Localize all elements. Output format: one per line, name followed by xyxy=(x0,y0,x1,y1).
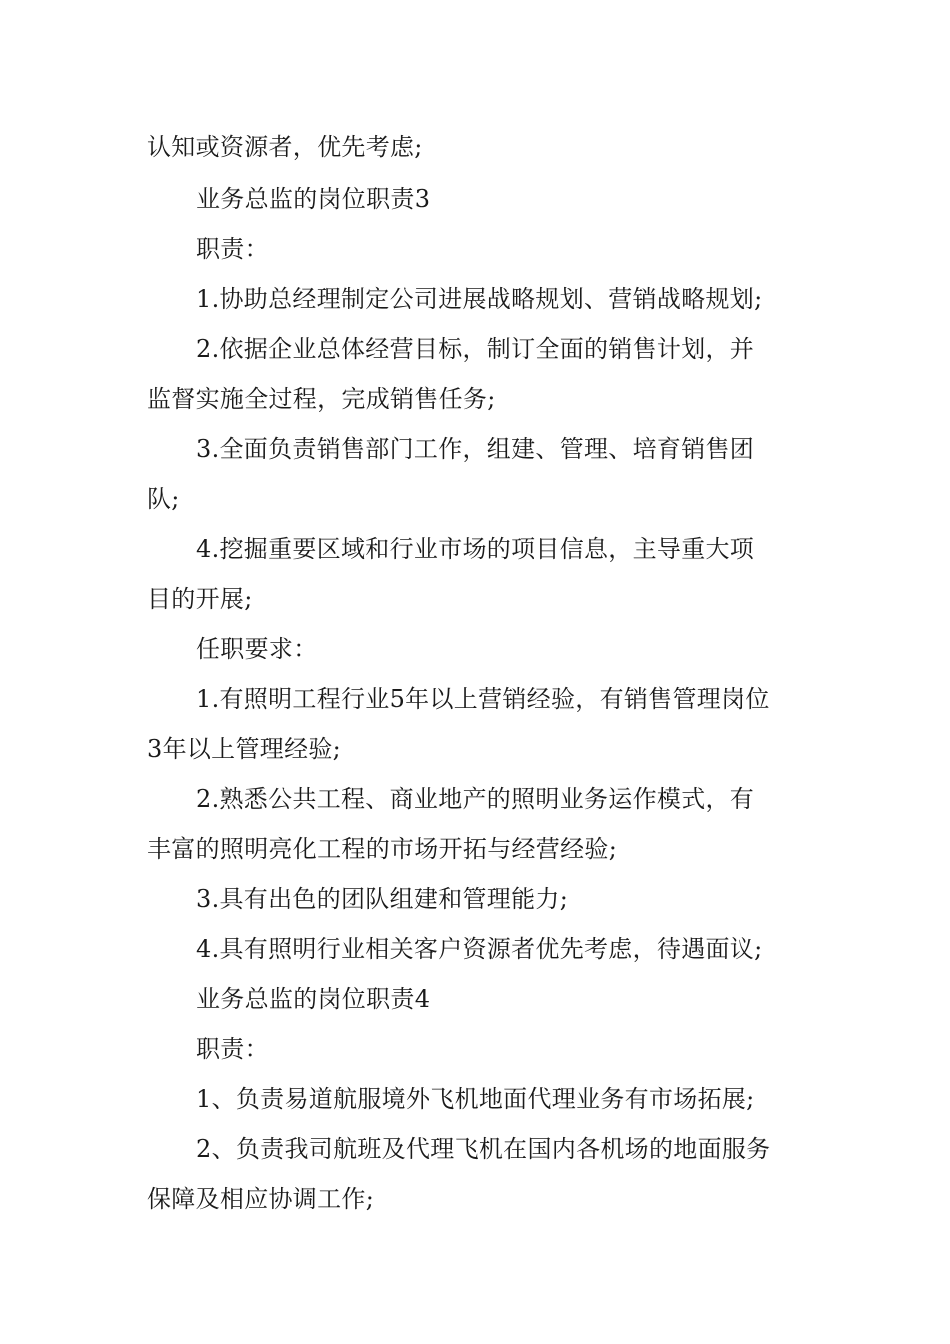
duty-item-4: 4.挖掘重要区域和行业市场的项目信息，主导重大项 xyxy=(196,535,755,563)
requirement-item-2-continued: 丰富的照明亮化工程的市场开拓与经营经验; xyxy=(147,835,618,863)
duty-item-4-continued: 目的开展; xyxy=(147,585,253,613)
duties-heading-2: 职责： xyxy=(196,1035,269,1063)
duty-item-1b: 1、负责易道航服境外飞机地面代理业务有市场拓展; xyxy=(196,1085,755,1113)
requirements-heading: 任职要求： xyxy=(196,635,318,663)
duty-item-3: 3.全面负责销售部门工作，组建、管理、培育销售团 xyxy=(196,435,755,463)
duty-item-1: 1.协助总经理制定公司进展战略规划、营销战略规划; xyxy=(196,285,763,313)
requirement-item-4: 4.具有照明行业相关客户资源者优先考虑，待遇面议; xyxy=(196,935,763,963)
requirement-item-1: 1.有照明工程行业5年以上营销经验，有销售管理岗位 xyxy=(196,685,770,713)
duties-heading: 职责： xyxy=(196,235,269,263)
duty-item-2: 2.依据企业总体经营目标，制订全面的销售计划，并 xyxy=(196,335,755,363)
section-heading-3: 业务总监的岗位职责3 xyxy=(196,185,431,213)
duty-item-2b-continued: 保障及相应协调工作; xyxy=(147,1185,375,1213)
text-line-continuation: 认知或资源者，优先考虑; xyxy=(147,133,423,161)
duty-item-2b: 2、负责我司航班及代理飞机在国内各机场的地面服务 xyxy=(196,1135,771,1163)
requirement-item-3: 3.具有出色的团队组建和管理能力; xyxy=(196,885,569,913)
requirement-item-1-continued: 3年以上管理经验; xyxy=(147,735,342,763)
requirement-item-2: 2.熟悉公共工程、商业地产的照明业务运作模式，有 xyxy=(196,785,755,813)
section-heading-4: 业务总监的岗位职责4 xyxy=(196,985,431,1013)
duty-item-2-continued: 监督实施全过程，完成销售任务; xyxy=(147,385,496,413)
duty-item-3-continued: 队; xyxy=(147,485,180,513)
